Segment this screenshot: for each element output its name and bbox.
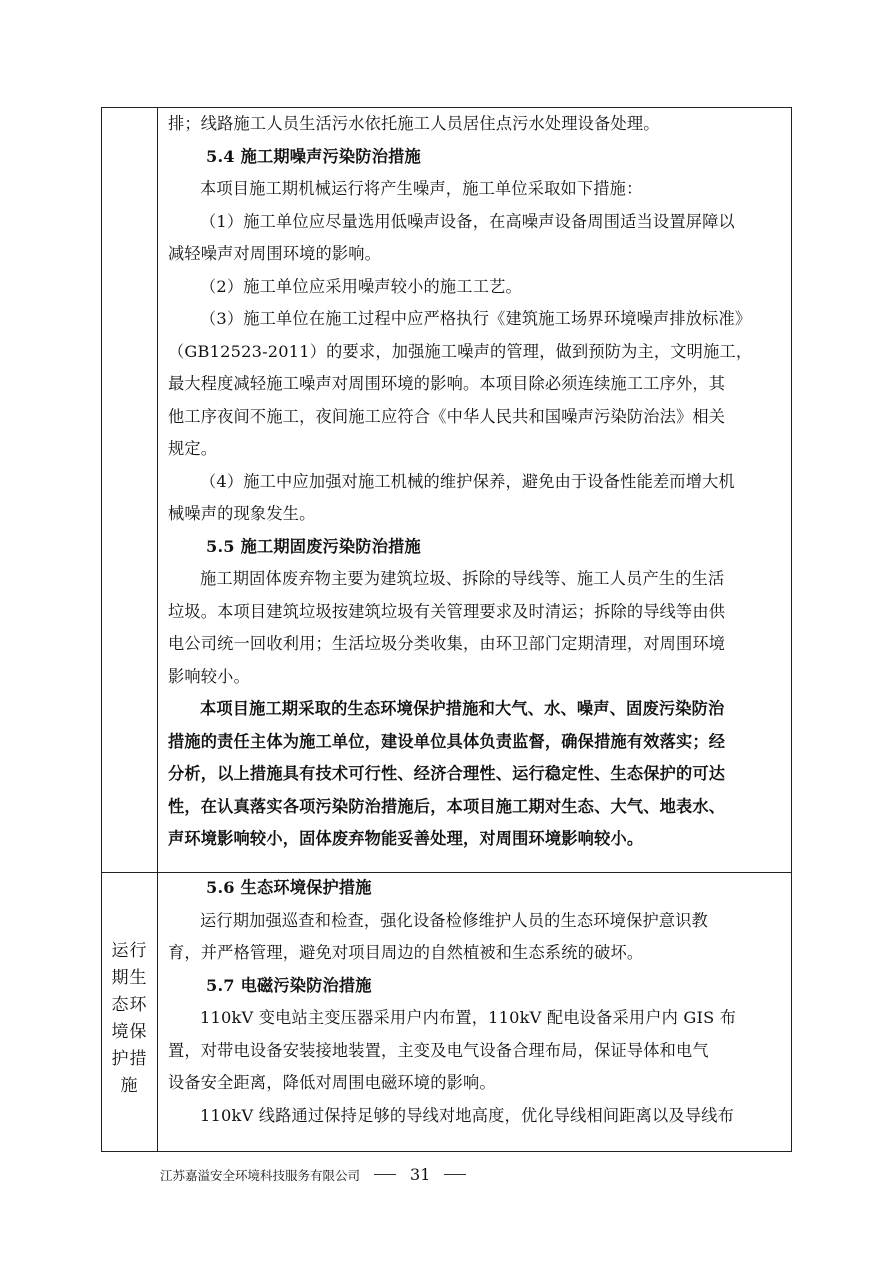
column-divider — [157, 108, 158, 1151]
label-line: 境保 — [111, 1022, 148, 1042]
text-line: 施工期固体废弃物主要为建筑垃圾、拆除的导线等、施工人员产生的生活 — [200, 569, 725, 588]
text-line: 育，并严格管理，避免对项目周边的自然植被和生态系统的破坏。 — [168, 943, 644, 962]
text-line: 械噪声的现象发生。 — [168, 504, 316, 523]
company-name: 江苏嘉溢安全环境科技服务有限公司 — [160, 1167, 361, 1183]
text-line: 电公司统一回收利用；生活垃圾分类收集，由环卫部门定期清理，对周围环境 — [168, 634, 726, 653]
text-line: 排；线路施工人员生活污水依托施工人员居住点污水处理设备处理。 — [168, 114, 660, 133]
text-line: 影响较小。 — [168, 666, 250, 686]
page-footer — [160, 1165, 560, 1184]
text-line: 声环境影响较小，固体废弃物能妥善处理，对周围环境影响较小。 — [168, 829, 644, 848]
text-line: 措施的责任主体为施工单位，建设单位具体负责监督，确保措施有效落实；经 — [168, 731, 726, 751]
measures-table — [101, 107, 792, 1152]
text-line: 规定。 — [168, 439, 218, 458]
text-line: 110kV 变电站主变压器采用户内布置，110kV 配电设备采用户内 GIS 布 — [200, 1008, 737, 1027]
text-line: 设备安全距离，降低对周围电磁环境的影响。 — [168, 1073, 496, 1092]
text-line: 分析，以上措施具有技术可行性、经济合理性、运行稳定性、生态保护的可达 — [168, 764, 726, 783]
text-line: （1）施工单位应尽量选用低噪声设备，在高噪声设备周围适当设置屏障以 — [200, 211, 735, 231]
operation-period-label — [102, 938, 157, 1100]
text-line: 110kV 线路通过保持足够的导线对地高度，优化导线相间距离以及导线布 — [200, 1105, 734, 1125]
section-heading: 5.5 施工期固废污染防治措施 — [206, 536, 421, 556]
text-line: （3）施工单位在施工过程中应严格执行《建筑施工场界环境噪声排放标准》 — [200, 309, 752, 328]
text-line: 垃圾。本项目建筑垃圾按建筑垃圾有关管理要求及时清运；拆除的导线等由供 — [168, 601, 726, 621]
text-line: 性，在认真落实各项污染防治措施后，本项目施工期对生态、大气、地表水、 — [168, 796, 726, 816]
operation-period-content — [168, 872, 788, 1132]
section-heading: 5.4 施工期噪声污染防治措施 — [206, 146, 421, 166]
section-heading: 5.6 生态环境保护措施 — [206, 878, 372, 897]
text-line: （4）施工中应加强对施工机械的维护保养，避免由于设备性能差而增大机 — [200, 471, 735, 491]
text-line: 他工序夜间不施工，夜间施工应符合《中华人民共和国噪声污染防治法》相关 — [168, 406, 726, 426]
construction-period-content — [168, 108, 788, 856]
text-line: 最大程度减轻施工噪声对周围环境的影响。本项目除必须连续施工工序外，其 — [168, 374, 726, 393]
text-line: （GB12523-2011）的要求，加强施工噪声的管理，做到预防为主，文明施工， — [168, 341, 753, 361]
label-line: 护措 — [111, 1049, 148, 1069]
text-line: 运行期加强巡查和检查，强化设备检修维护人员的生态环境保护意识教 — [200, 910, 709, 930]
text-line: 本项目施工期机械运行将产生噪声，施工单位采取如下措施： — [200, 179, 643, 198]
page-number: 31 — [410, 1165, 431, 1184]
summary-paragraph — [168, 693, 788, 856]
text-line: 置，对带电设备安装接地装置，主变及电气设备合理布局，保证导体和电气 — [168, 1040, 709, 1060]
text-line: 本项目施工期采取的生态环境保护措施和大气、水、噪声、固废污染防治 — [200, 699, 725, 718]
label-line: 期生 — [111, 968, 148, 988]
dash-right — [444, 1174, 466, 1175]
label-line: 施 — [120, 1076, 139, 1096]
dash-left — [374, 1174, 396, 1175]
label-line: 态环 — [111, 995, 148, 1015]
label-line: 运行 — [111, 941, 148, 961]
section-heading: 5.7 电磁污染防治措施 — [206, 975, 372, 995]
text-line: 减轻噪声对周围环境的影响。 — [168, 244, 382, 263]
text-line: （2）施工单位应采用噪声较小的施工工艺。 — [200, 276, 522, 296]
